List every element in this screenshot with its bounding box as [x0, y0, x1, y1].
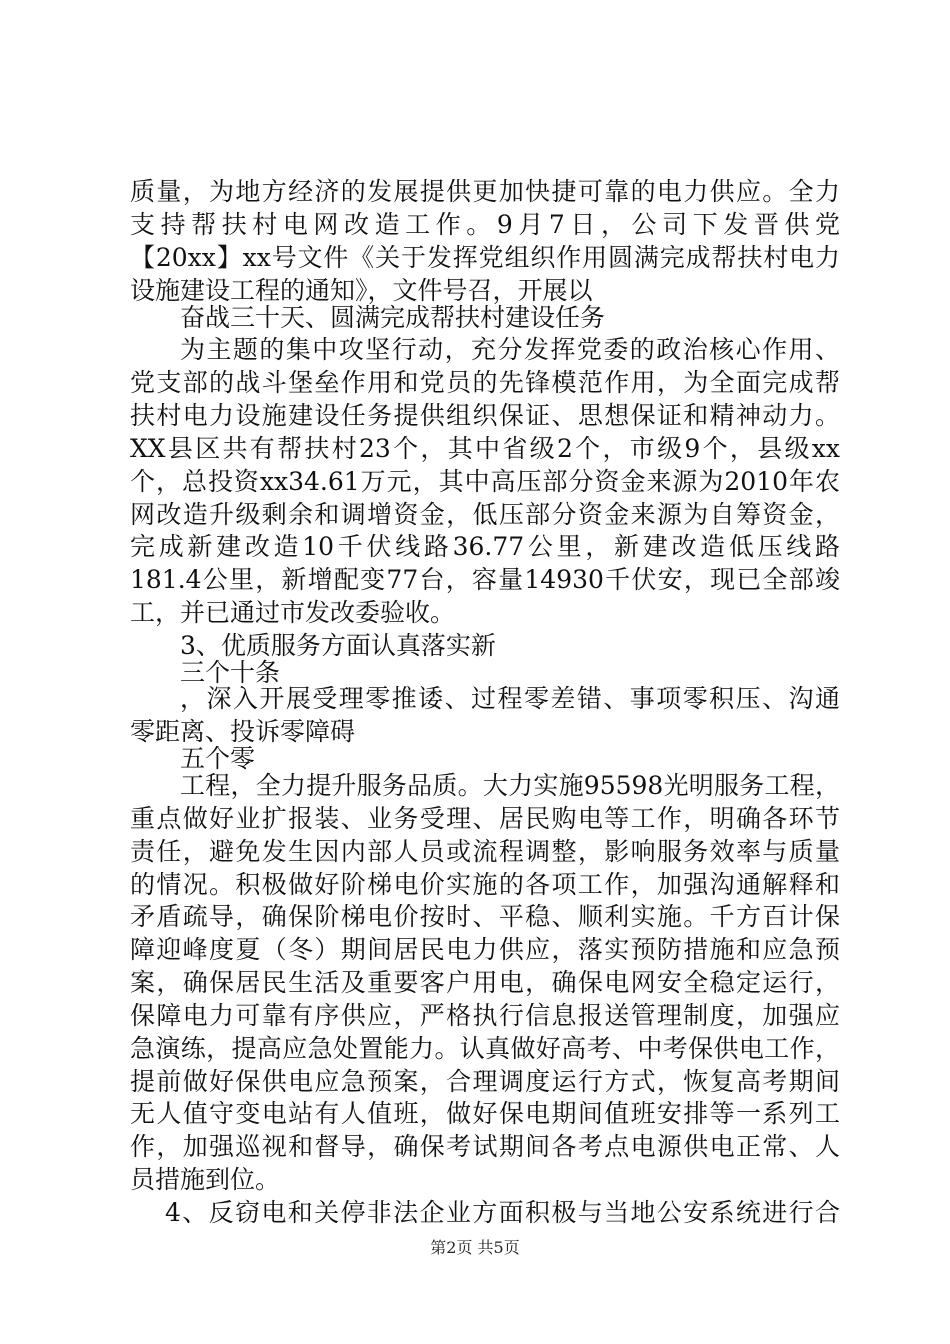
text-line: 设施建设工程的通知》，文件号召，开展以: [130, 276, 593, 305]
text-line: 【20xx】xx号文件《关于发挥党组织作用圆满完成帮扶村电力: [130, 243, 840, 272]
text-line: 急演练，提高应急处置能力。认真做好高考、中考保供电工作，: [130, 1034, 840, 1063]
text-line: 的情况。积极做好阶梯电价实施的各项工作，加强沟通解释和: [130, 870, 840, 899]
text-line: 为主题的集中攻坚行动，充分发挥党委的政治核心作用、: [180, 335, 840, 364]
text-line: ，深入开展受理零推诿、过程零差错、事项零积压、沟通: [180, 684, 840, 713]
text-line: 提前做好保供电应急预案，合理调度运行方式，恢复高考期间: [130, 1067, 840, 1096]
text-line: 质量，为地方经济的发展提供更加快捷可靠的电力供应。全力: [130, 177, 840, 206]
page-number-footer: 第2页 共5页: [430, 1238, 520, 1257]
text-line: 五个零: [180, 744, 256, 773]
text-line: 保障电力可靠有序供应，严格执行信息报送管理制度，加强应: [130, 1001, 840, 1030]
text-line: 案，确保居民生活及重要客户用电，确保电网安全稳定运行，: [130, 968, 840, 997]
section-heading: 4、反窃电和关停非法企业方面积极与当地公安系统进行合: [165, 1198, 840, 1227]
text-line: 党支部的战斗堡垒作用和党员的先锋模范作用，为全面完成帮: [130, 368, 840, 397]
text-line: XX县区共有帮扶村23个，其中省级2个，市级9个，县级xx: [130, 434, 840, 463]
text-line: 障迎峰度夏（冬）期间居民电力供应，落实预防措施和应急预: [130, 935, 840, 964]
text-line: 工程，全力提升服务品质。大力实施95598光明服务工程，: [180, 771, 840, 800]
text-line: 181.4公里，新增配变77台，容量14930千伏安，现已全部竣: [130, 565, 840, 594]
text-line: 工，并已通过市发改委验收。: [130, 598, 456, 627]
text-line: 个，总投资xx34.61万元，其中高压部分资金来源为2010年农: [130, 467, 840, 496]
section-heading: 3、优质服务方面认真落实新: [180, 631, 496, 660]
text-line: 网改造升级剩余和调增资金，低压部分资金来源为自筹资金，: [130, 500, 840, 529]
text-line: 重点做好业扩报装、业务受理、居民购电等工作，明确各环节: [130, 804, 840, 833]
text-line: 完成新建改造10千伏线路36.77公里，新建改造低压线路: [130, 532, 840, 561]
text-line: 员措施到位。: [130, 1165, 281, 1194]
text-line: 三个十条: [180, 658, 281, 687]
text-line: 支持帮扶村电网改造工作。9月7日，公司下发晋供党: [130, 210, 840, 239]
text-line: 零距离、投诉零障碍: [130, 717, 356, 746]
heading-line: 奋战三十天、圆满完成帮扶村建设任务: [180, 303, 606, 332]
text-line: 扶村电力设施建设任务提供组织保证、思想保证和精神动力。: [130, 401, 840, 430]
text-line: 作，加强巡视和督导，确保考试期间各考点电源供电正常、人: [130, 1132, 840, 1161]
text-line: 无人值守变电站有人值班，做好保电期间值班安排等一系列工: [130, 1099, 840, 1128]
text-line: 矛盾疏导，确保阶梯电价按时、平稳、顺利实施。千方百计保: [130, 902, 840, 931]
text-line: 责任，避免发生因内部人员或流程调整，影响服务效率与质量: [130, 837, 840, 866]
